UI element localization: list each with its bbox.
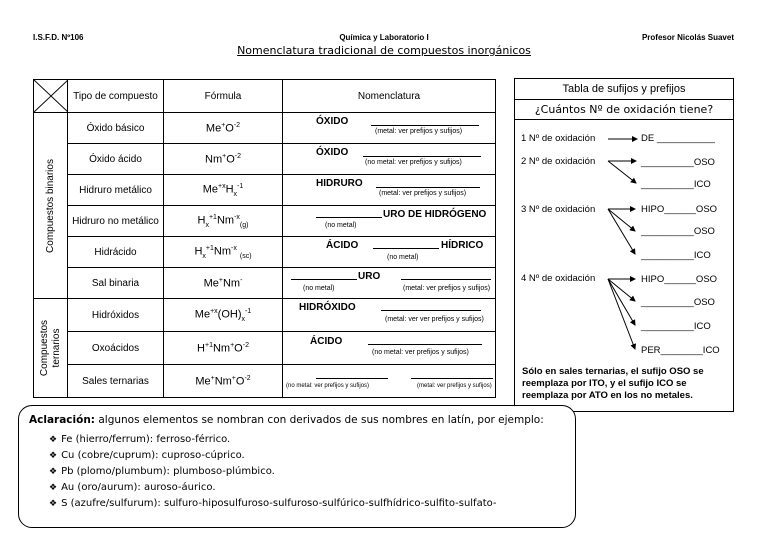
nomenclatura-cell: URO DE HIDRÓGENO (no metal) [283,206,496,237]
table-row [34,268,496,299]
clarification-list [49,432,497,512]
suffix-ico: __________ICO [641,250,711,261]
group-ternary: Compuestos ternarios [34,299,68,398]
tipo-cell: Hidruro no metálico [68,206,164,237]
formula-cell: $H_x^{+1}Nm^{-x}$ $_{(sc)}$ [164,237,283,268]
list-item: ❖ S (azufre/sulfurum): sulfuro-hiposulfuroso-sulfuroso-sulfúrico-sulfhídrico-sulfito-sulfato- [49,498,497,509]
diamond-bullet-icon: ❖ [49,467,58,477]
nomenclatura-cell: URO (no metal) (metal: ver prefijos y sufijos) [283,268,496,299]
col-header-tipo: Tipo de compuesto [68,80,164,113]
list-item: ❖ Cu (cobre/cuprum): cuproso-cúprico. [49,450,245,461]
nomenclatura-cell: ÁCIDO HÍDRICO (no metal) [283,237,496,268]
diamond-bullet-icon: ❖ [49,451,58,461]
col-header-formula: Fórmula [164,80,283,113]
list-item: ❖ Fe (hierro/ferrum): ferroso-férrico. [49,434,231,445]
nomenclatura-cell: HIDRÓXIDO (metal: ver ver prefijos y sufijos) [283,299,496,332]
suffix-de: DE ___________ [641,133,715,144]
formula-cell: $Me^{+x}H_x^{-1}$ [164,175,283,206]
panel-title: Tabla de sufijos y prefijos [515,79,733,100]
table-row [34,144,496,175]
formula-cell: $Nm^+O^{-2}$ [164,144,283,175]
formula-cell: $H^{+1}Nm^+O^{-2}$ [164,332,283,365]
diamond-bullet-icon: ❖ [49,499,58,509]
suffix-ico: __________ICO [641,179,711,190]
tipo-cell: Óxido ácido [68,144,164,175]
formula-cell: Me+Nm- [164,268,283,299]
ox-1-label: 1 Nº de oxidación [521,133,596,144]
table-row [34,299,496,332]
clarification-heading: Aclaración: algunos elementos se nombran con derivados de sus nombres en latín, por ejemplo: [29,414,544,426]
nomenclatura-cell: ÁCIDO (no metal: ver prefijos y sufijos) [283,332,496,365]
panel-question: ¿Cuántos Nº de oxidación tiene? [515,100,733,120]
tipo-cell: Hidrácido [68,237,164,268]
diamond-bullet-icon: ❖ [49,435,58,445]
arrow-right-icon [515,79,735,413]
school-label: I.S.F.D. Nº106 [33,33,84,42]
suffix-hipo-oso: HIPO______OSO [641,274,718,285]
diamond-bullet-icon: ❖ [49,483,58,493]
course-label: Química y Laboratorio I [339,33,429,42]
suffix-oso: __________OSO [641,297,715,308]
suffix-prefix-panel [514,78,734,412]
crossed-cell-icon [34,80,68,112]
teacher-label: Profesor Nicolás Suavet [641,33,734,42]
suffix-oso: __________OSO [641,157,715,168]
nomenclatura-cell: HIDRURO (metal: ver prefijos y sufijos) [283,175,496,206]
suffix-ico: __________ICO [641,321,711,332]
col-header-nomenclatura: Nomenclatura [283,80,496,113]
tipo-cell: Óxido básico [68,113,164,144]
table-row [34,206,496,237]
ox-4-label: 4 Nº de oxidación [521,273,596,284]
formula-cell: $Me^+Nm^+O^{-2}$ [164,365,283,398]
tipo-cell: Sales ternarias [68,365,164,398]
group-binary: Compuestos binarios [34,113,68,299]
formula-cell: $Me^+O^{-2}$ [164,113,283,144]
list-item: ❖ Pb (plomo/plumbum): plumboso-plúmbico. [49,466,275,477]
tipo-cell: Hidróxidos [68,299,164,332]
table-row [34,332,496,365]
nomenclatura-cell: (no metal: ver prefijos y sufijos) (metal: ver prefijos y sufijos) [283,365,496,398]
suffix-per-ico: PER________ICO [641,345,720,356]
table-row [34,113,496,144]
clarification-box [18,405,576,528]
page-title: Nomenclatura tradicional de compuestos inorgánicos [237,44,531,57]
formula-cell: $Me^{+x}(OH)_x^{-1}$ [164,299,283,332]
suffix-hipo-oso: HIPO______OSO [641,204,718,215]
nomenclatura-cell: ÓXIDO (no metal: ver prefijos y sufijos) [283,144,496,175]
suffix-oso: __________OSO [641,226,715,237]
table-header-row [34,80,496,113]
table-row [34,237,496,268]
tipo-cell: Sal binaria [68,268,164,299]
table-row [34,365,496,398]
ox-2-label: 2 Nº de oxidación [521,156,596,167]
tipo-cell: Oxoácidos [68,332,164,365]
nomenclature-table [33,79,496,398]
ox-3-label: 3 Nº de oxidación [521,204,596,215]
tipo-cell: Hidruro metálico [68,175,164,206]
corner-cell [34,80,68,113]
nomenclatura-cell: ÓXIDO (metal: ver prefijos y sufijos) [283,113,496,144]
side-note: Sólo en sales ternarias, el sufijo OSO se reemplaza por ITO, y el sufijo ICO se reemplaza por ATO en los no metales. [522,366,704,401]
formula-cell: $H_x^{+1}Nm^{-x}_{(g)}$ [164,206,283,237]
list-item: ❖ Au (oro/aurum): auroso-áurico. [49,482,216,493]
table-row [34,175,496,206]
